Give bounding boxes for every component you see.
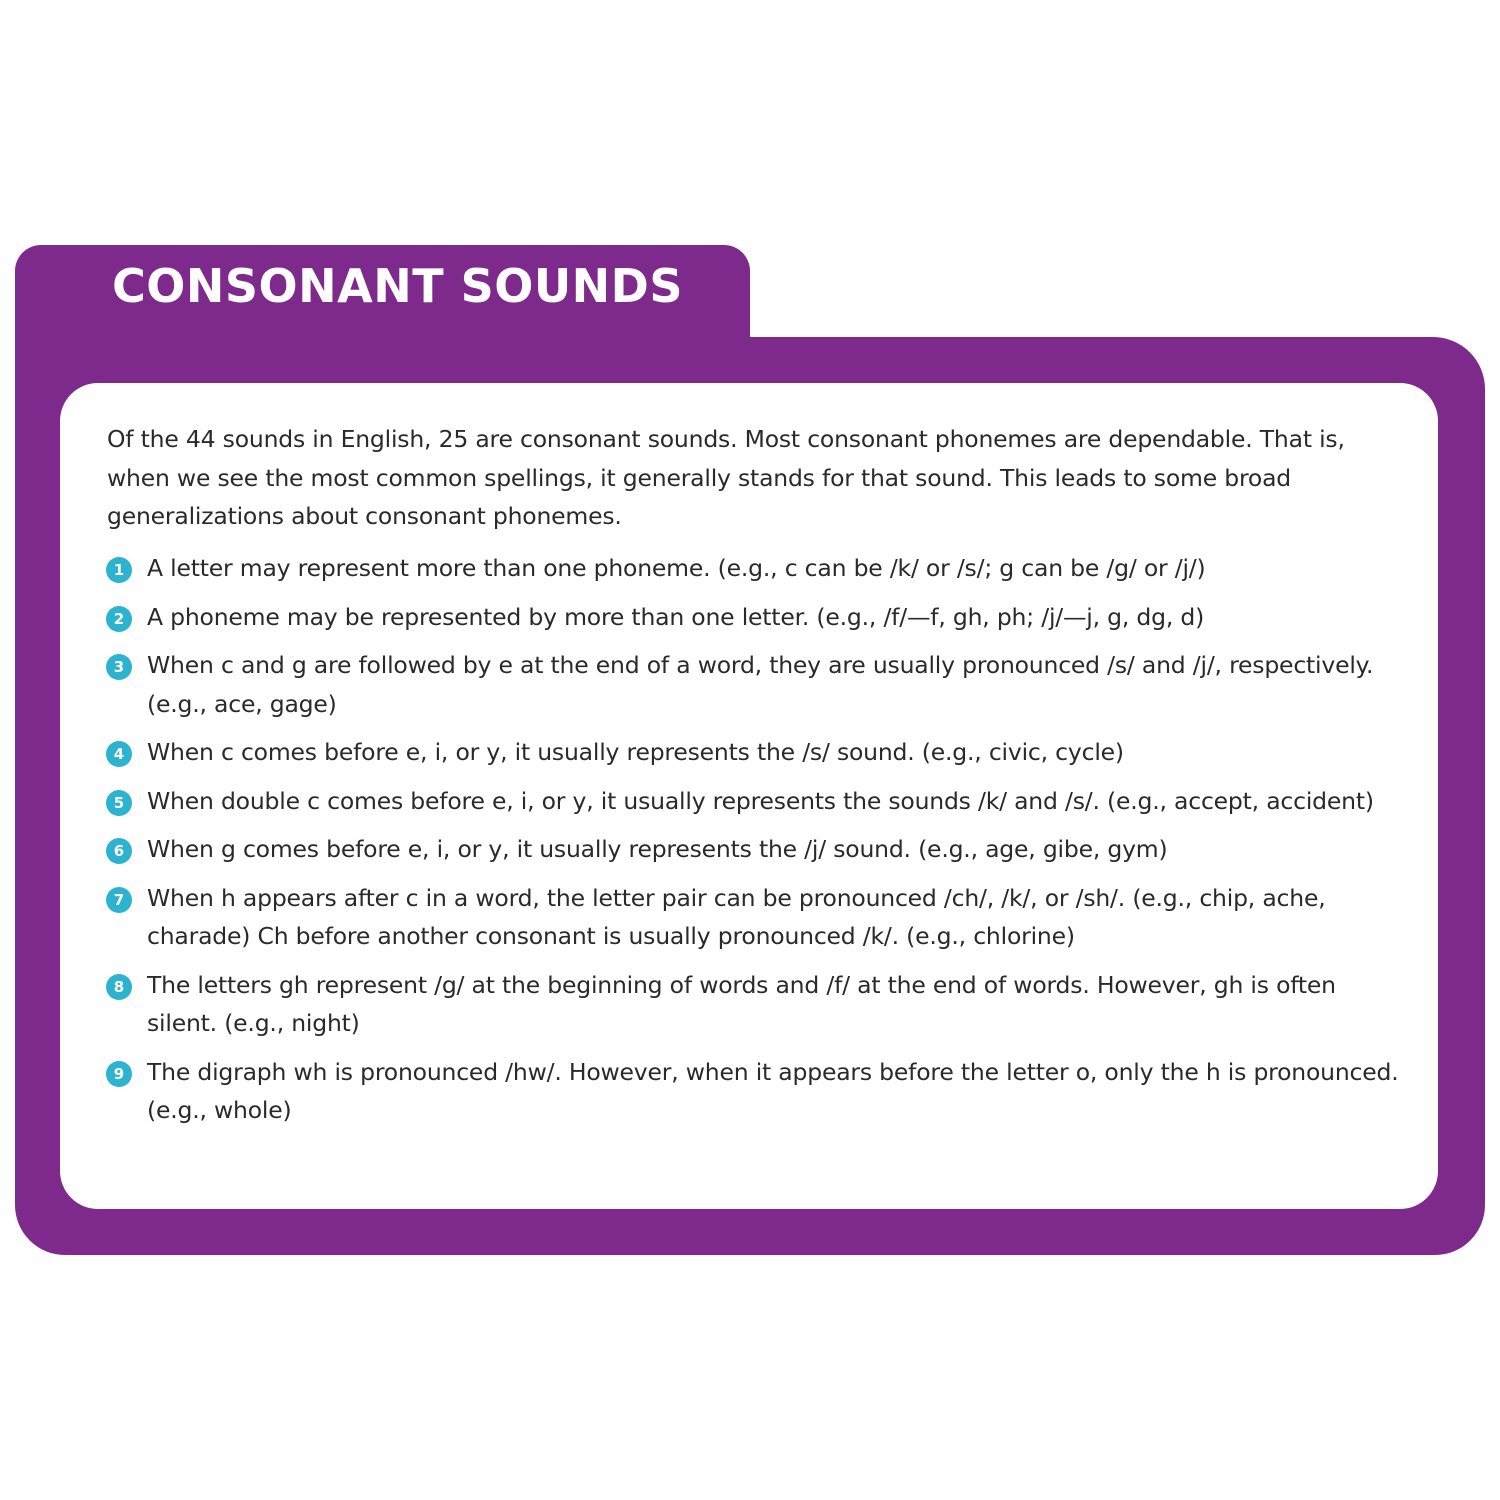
- rule-item: [105, 1053, 1405, 1130]
- rule-text: The digraph wh is pronounced /hw/. However, when it appears before the letter o, only the h is pronounced. (e.g., whole): [147, 1057, 1399, 1124]
- number-badge: 9: [106, 1061, 132, 1087]
- rule-item: [105, 782, 1405, 821]
- rule-item: [105, 733, 1405, 772]
- number-badge: 6: [106, 838, 132, 864]
- rule-text: When c and g are followed by e at the end of a word, they are usually pronounced /s/ and /j/, respectively. (e.g., ace, gage): [147, 651, 1374, 718]
- number-badge: 8: [106, 974, 132, 1000]
- rule-text: A phoneme may be represented by more than one letter. (e.g., /f/—f, gh, ph; /j/—j, g, dg, d): [147, 602, 1205, 631]
- number-badge: 2: [106, 606, 132, 632]
- rule-text: When h appears after c in a word, the letter pair can be pronounced /ch/, /k/, or /sh/. (e.g., chip, ache, charade) Ch before another consonant is usually pronounced /k/. (e.g., chlorine): [147, 883, 1326, 950]
- rule-text: When c comes before e, i, or y, it usually represents the /s/ sound. (e.g., civic, cycle): [147, 738, 1124, 766]
- rule-item: [105, 549, 1405, 588]
- number-badge: 3: [106, 654, 132, 680]
- rule-text: When double c comes before e, i, or y, it usually represents the sounds /k/ and /s/. (e.g., accept, accident): [147, 786, 1374, 815]
- number-badge: 4: [106, 741, 132, 767]
- number-badge: 7: [106, 887, 132, 913]
- number-badge: 1: [106, 557, 132, 583]
- number-badge: 5: [106, 790, 132, 816]
- rule-item: [105, 830, 1405, 869]
- rule-text: When g comes before e, i, or y, it usually represents the /j/ sound. (e.g., age, gibe, gym): [147, 835, 1168, 863]
- rules-list: [105, 549, 1405, 1140]
- card-title: CONSONANT SOUNDS: [112, 259, 683, 313]
- intro-paragraph: Of the 44 sounds in English, 25 are consonant sounds. Most consonant phonemes are dependable. That is, when we see the most common spellings, it generally stands for that sound. This leads to some broad generalizations about consonant phonemes.: [107, 425, 1345, 530]
- rule-item: [105, 966, 1405, 1043]
- rule-item: [105, 598, 1405, 637]
- rule-text: A letter may represent more than one phoneme. (e.g., c can be /k/ or /s/; g can be /g/ or /j/): [147, 554, 1206, 582]
- rule-text: The letters gh represent /g/ at the beginning of words and /f/ at the end of words. However, gh is often silent. (e.g., night): [147, 970, 1336, 1037]
- rule-item: [105, 646, 1405, 723]
- rule-item: [105, 879, 1405, 956]
